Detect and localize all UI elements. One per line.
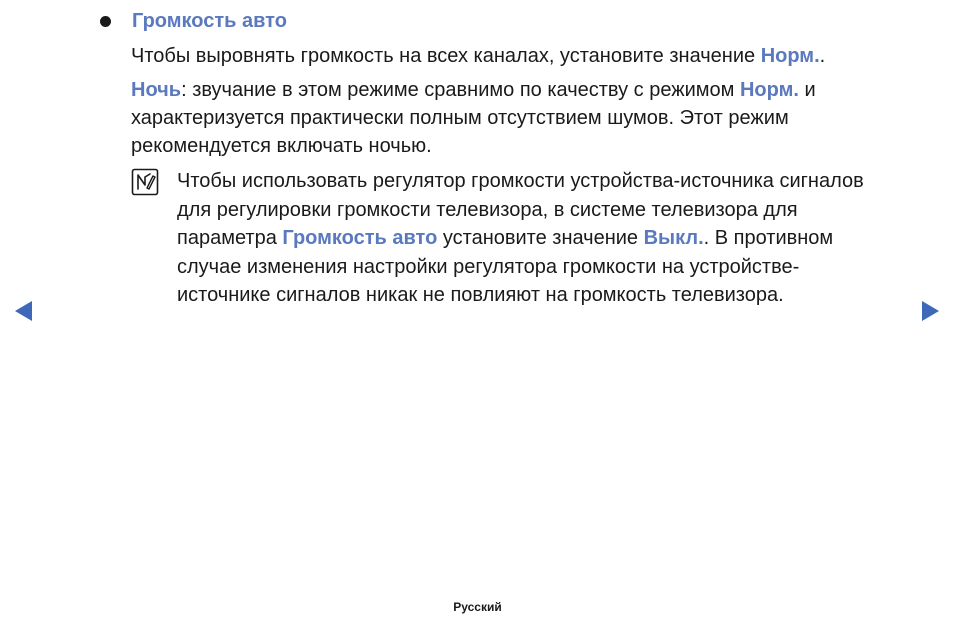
- triangle-right-icon: [922, 301, 939, 321]
- triangle-left-icon: [15, 301, 32, 321]
- keyword-normal-2: Норм.: [739, 79, 799, 101]
- section-heading-row: [100, 10, 287, 33]
- note-pencil-icon: [131, 168, 159, 196]
- paragraph-normal-text: Чтобы выровнять громкость на всех каналах, установите значение: [131, 45, 761, 67]
- note-text-2: установите значение: [437, 227, 644, 249]
- keyword-night: Ночь: [131, 79, 182, 101]
- keyword-normal: Норм.: [760, 45, 820, 67]
- paragraph-normal: [131, 42, 825, 70]
- paragraph-night-text: : звучание в этом режиме сравнимо по качеству с режимом: [181, 79, 740, 101]
- previous-page-button[interactable]: [14, 300, 34, 322]
- paragraph-night: [131, 76, 911, 160]
- footer-language: Русский: [453, 600, 502, 614]
- section-heading: Громкость авто: [132, 10, 287, 32]
- note-text: [177, 167, 877, 310]
- note-text-1: Чтобы использовать регулятор громкости устройства-источника сигналов для регулировки громкости телевизора, в системе телевизора для параметра: [177, 170, 864, 249]
- paragraph-normal-tail: .: [819, 45, 826, 67]
- next-page-button[interactable]: [920, 300, 940, 322]
- keyword-auto-volume: Громкость авто: [282, 227, 438, 249]
- note-text-3: . В противном случае изменения настройки регулятора громкости на устройстве-источнике сигналов никак не повлияют на громкость телевизора.: [177, 227, 834, 306]
- paragraph-night-text-2: и характеризуется практически полным отсутствием шумов. Этот режим рекомендуется включать ночью.: [131, 79, 816, 157]
- keyword-off: Выкл.: [643, 227, 704, 249]
- bullet-icon: [100, 16, 111, 27]
